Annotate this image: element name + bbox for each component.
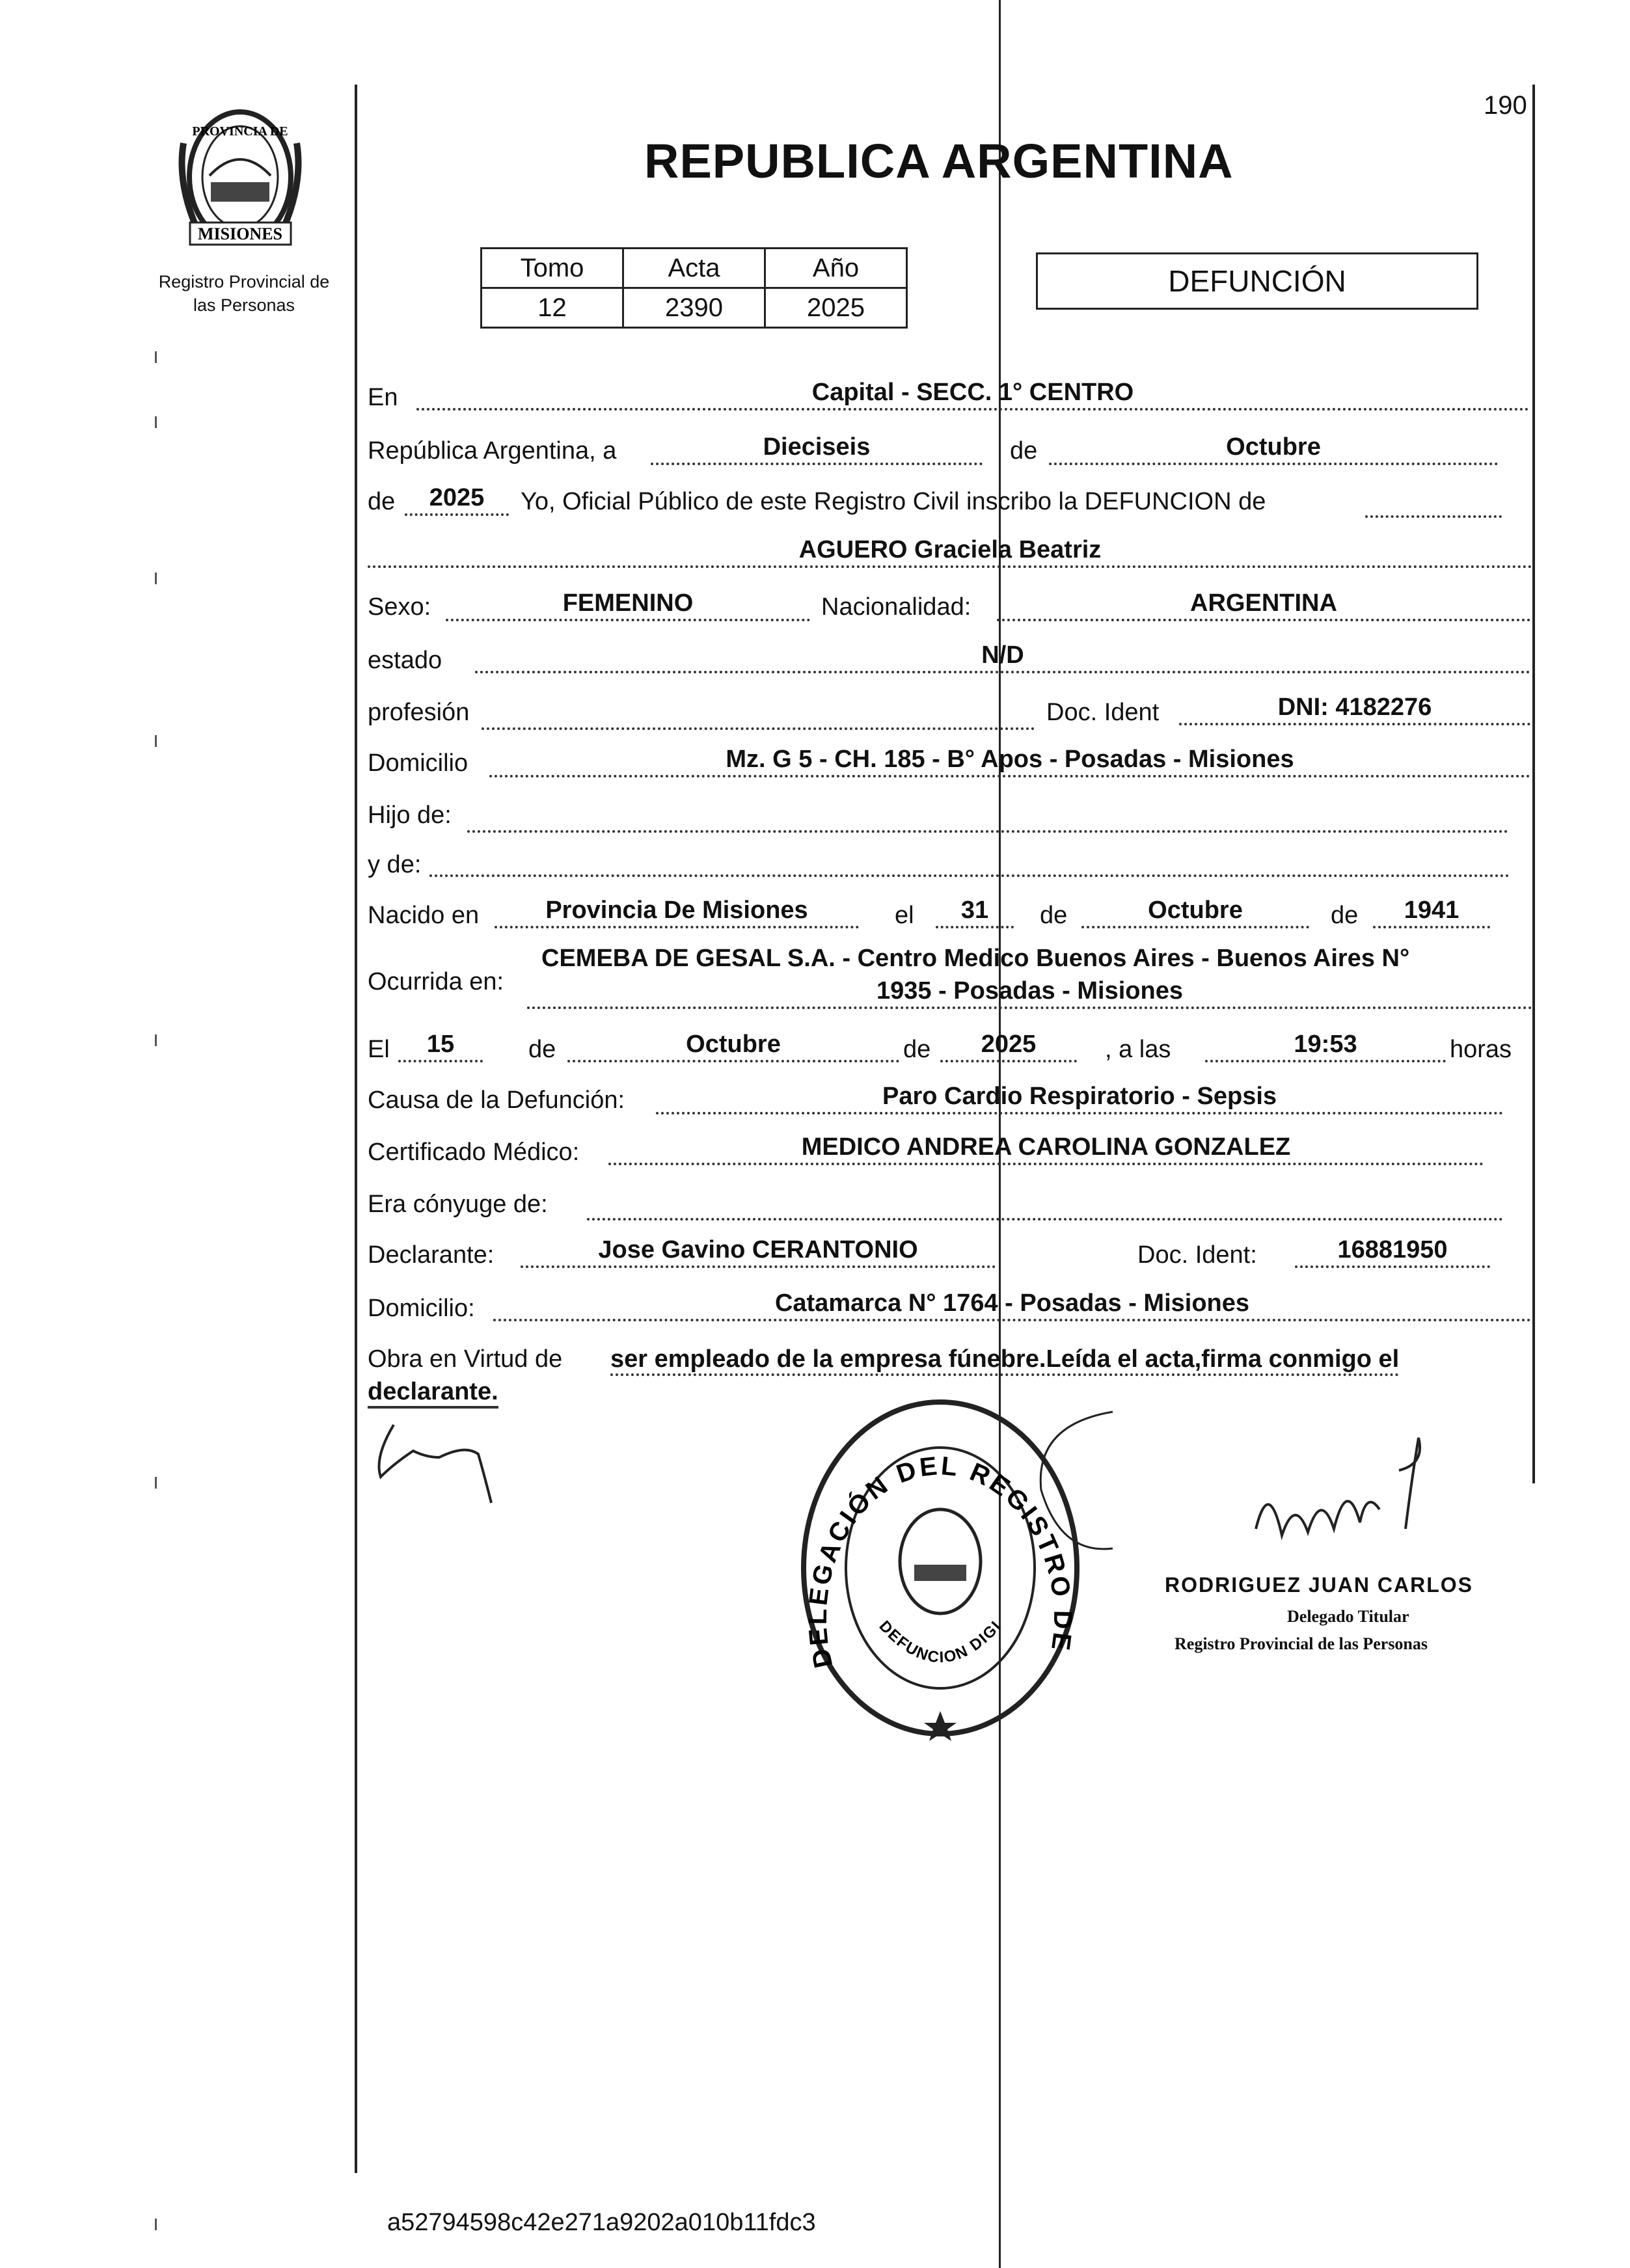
el-label: el	[895, 902, 914, 929]
nacionalidad-value: ARGENTINA	[997, 589, 1530, 621]
nacido-label: Nacido en	[368, 902, 480, 929]
hijo-label: Hijo de:	[368, 802, 452, 829]
anio-header: Año	[765, 249, 907, 288]
margin-mark	[155, 735, 157, 747]
margin-mark	[155, 2219, 157, 2230]
obra-line2: declarante.	[368, 1378, 498, 1409]
nacido-dia-value: 31	[936, 897, 1014, 928]
record-table	[480, 247, 908, 329]
left-margin-line	[355, 85, 357, 2173]
registry-seal	[170, 104, 310, 254]
domicilio-label: Domicilio	[368, 749, 469, 777]
margin-mark	[155, 1034, 157, 1046]
nacido-lugar-value: Provincia De Misiones	[495, 897, 859, 928]
declarant-signature	[368, 1412, 530, 1516]
causa-value: Paro Cardio Respiratorio - Sepsis	[656, 1083, 1503, 1114]
official-signature	[1035, 1399, 1490, 1594]
registry-label-line2: las Personas	[193, 295, 295, 315]
obra-line1: ser empleado de la empresa fúnebre.Leída el acta,firma conmigo el	[610, 1345, 1399, 1376]
ocurrida-line1: CEMEBA DE GESAL S.A. - Centro Medico Buenos Aires - Buenos Aires N°	[541, 945, 1410, 972]
nombre-value: AGUERO Graciela Beatriz	[368, 536, 1532, 568]
profesion-dots	[482, 727, 1035, 730]
stamp-ring-text: DELEGACIÓN DEL REGISTRO DE	[803, 1451, 1078, 1671]
statement-dots	[1365, 515, 1502, 518]
seal-bottom-text: MISIONES	[197, 224, 283, 243]
de-label-5: de	[528, 1036, 556, 1063]
dia-value: Dieciseis	[651, 433, 983, 465]
hora-value: 19:53	[1205, 1031, 1446, 1062]
margin-mark	[155, 351, 157, 363]
stamp-inner-text: DEFUNCION DIGI	[875, 1617, 1005, 1667]
de-label-4: de	[1331, 902, 1359, 929]
sexo-value: FEMENINO	[446, 589, 810, 621]
y-de-dots	[429, 874, 1510, 877]
tomo-value: 12	[482, 288, 623, 328]
doc-ident2-label: Doc. Ident:	[1137, 1241, 1257, 1269]
seal-top-text: PROVINCIA DE	[192, 124, 288, 139]
certificado-value: MEDICO ANDREA CAROLINA GONZALEZ	[608, 1133, 1484, 1165]
ocurrida-label: Ocurrida en:	[368, 968, 504, 995]
doc-ident-value: DNI: 4182276	[1179, 694, 1530, 725]
en-value: Capital - SECC. 1° CENTRO	[416, 379, 1529, 411]
certificado-label: Certificado Médico:	[368, 1139, 580, 1166]
official-role: Delegado Titular	[1287, 1607, 1409, 1626]
obra-label: Obra en Virtud de	[368, 1345, 563, 1373]
conyuge-dots	[587, 1218, 1503, 1221]
margin-mark	[155, 573, 157, 584]
nacido-mes-value: Octubre	[1081, 897, 1309, 928]
doc-ident-label: Doc. Ident	[1046, 699, 1160, 726]
acta-value: 2390	[623, 288, 765, 328]
registry-label	[140, 270, 348, 317]
domicilio2-label: Domicilio:	[368, 1295, 475, 1322]
en-label: En	[368, 384, 398, 411]
page-number: 190	[1484, 91, 1527, 120]
document-hash: a52794598c42e271a9202a010b11fdc3	[387, 2209, 816, 2236]
profesion-label: profesión	[368, 699, 470, 726]
de-label-3: de	[1040, 902, 1068, 929]
de-label-6: de	[903, 1036, 931, 1063]
estado-label: estado	[368, 647, 442, 674]
a-las-label: , a las	[1105, 1036, 1171, 1063]
hijo-dots	[467, 830, 1508, 833]
nacionalidad-label: Nacionalidad:	[821, 593, 971, 621]
acta-header: Acta	[623, 249, 765, 288]
tomo-header: Tomo	[482, 249, 623, 288]
anio-value: 2025	[765, 288, 907, 328]
fallec-anio-value: 2025	[940, 1031, 1077, 1062]
causa-label: Causa de la Defunción:	[368, 1087, 625, 1114]
domicilio-value: Mz. G 5 - CH. 185 - B° Apos - Posadas - Misiones	[489, 746, 1530, 777]
de-label-1: de	[1010, 437, 1038, 465]
declarante-value: Jose Gavino CERANTONIO	[521, 1236, 996, 1268]
domicilio2-value: Catamarca N° 1764 - Posadas - Misiones	[493, 1289, 1531, 1321]
republica-label: República Argentina, a	[368, 437, 617, 465]
sexo-label: Sexo:	[368, 593, 431, 621]
doc-ident2-value: 16881950	[1295, 1236, 1490, 1268]
y-de-label: y de:	[368, 851, 422, 878]
registry-label-line1: Registro Provincial de	[158, 272, 330, 291]
el-cap-label: El	[368, 1036, 390, 1063]
ocurrida-line2: 1935 - Posadas - Misiones	[527, 977, 1532, 1009]
anio-value: 2025	[405, 484, 509, 516]
official-office: Registro Provincial de las Personas	[1175, 1634, 1428, 1653]
estado-value: N/D	[475, 641, 1530, 673]
mes-value: Octubre	[1049, 433, 1498, 465]
de-label-2: de	[368, 488, 396, 515]
margin-mark	[155, 1477, 157, 1489]
official-name: RODRIGUEZ JUAN CARLOS	[1165, 1573, 1474, 1597]
conyuge-label: Era cónyuge de:	[368, 1191, 548, 1218]
horas-label: horas	[1450, 1036, 1512, 1063]
statement-text: Yo, Oficial Público de este Registro Civil inscribo la DEFUNCION de	[521, 488, 1266, 515]
fallec-mes-value: Octubre	[567, 1031, 899, 1062]
record-type-box: DEFUNCIÓN	[1036, 252, 1478, 310]
nacido-anio-value: 1941	[1373, 897, 1490, 928]
page-title: REPUBLICA ARGENTINA	[644, 134, 1234, 188]
fallec-dia-value: 15	[398, 1031, 483, 1062]
margin-mark	[155, 416, 157, 428]
right-margin-line	[1532, 85, 1535, 1483]
declarante-label: Declarante:	[368, 1241, 495, 1269]
